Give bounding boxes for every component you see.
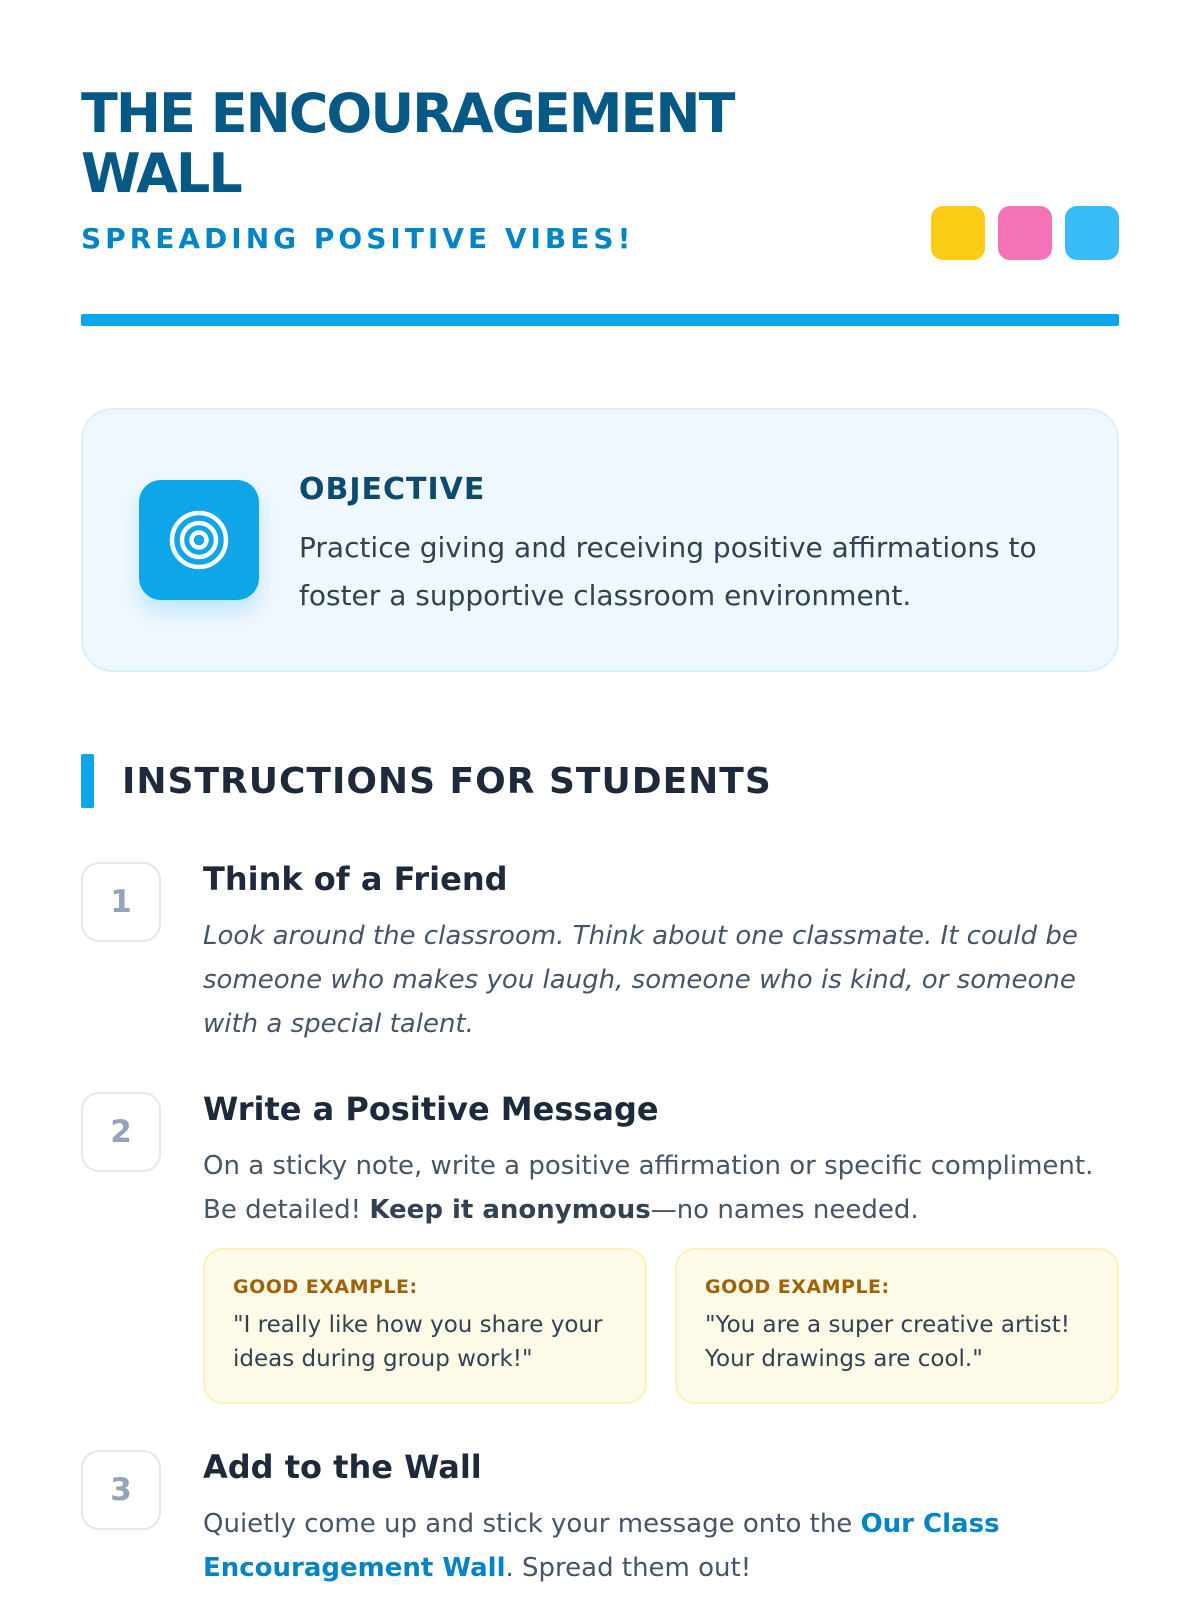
header-divider [81,314,1119,326]
step-number: 3 [81,1450,161,1530]
step-title: Think of a Friend [203,860,508,898]
step-number: 2 [81,1092,161,1172]
step-title: Add to the Wall [203,1448,482,1486]
page-title: THE ENCOURAGEMENT WALL [81,82,734,205]
yellow-swatch [931,206,985,260]
pink-swatch [998,206,1052,260]
heading-accent-bar [81,754,94,808]
instructions-heading [81,754,772,808]
objective-text: Practice giving and receiving positive affirmations to foster a supportive classroom environment. [299,531,1037,612]
header [81,0,1119,255]
step-text: Quietly come up and stick your message onto the Our Class Encouragement Wall. Spread them out! [203,1509,1000,1583]
objective-card [81,408,1119,672]
wall-link: Our Class Encouragement Wall [203,1509,1000,1583]
step-body [203,856,1119,1046]
objective-title: OBJECTIVE [299,472,486,507]
example-label: GOOD EXAMPLE: [233,1276,418,1298]
examples-row [203,1248,1119,1404]
step-body [203,1444,1119,1590]
step-body [203,1086,1119,1404]
example-text: "I really like how you share your ideas during group work!" [233,1312,603,1372]
page-subtitle: SPREADING POSITIVE VIBES! [81,222,635,255]
instructions-title: INSTRUCTIONS FOR STUDENTS [122,760,772,802]
color-swatches [931,206,1119,260]
step-text: On a sticky note, write a positive affirmation or specific compliment. Be detailed! Keep it anonymous—no names needed. [203,1151,1094,1225]
step-title: Write a Positive Message [203,1090,659,1128]
example-note [203,1248,647,1404]
step-text: Look around the classroom. Think about one classmate. It could be someone who makes you laugh, someone who is kind, or someone with a special talent. [203,921,1078,1039]
target-icon [139,480,259,600]
anonymous-emphasis: Keep it anonymous [369,1195,651,1225]
blue-swatch [1065,206,1119,260]
example-note [675,1248,1119,1404]
example-label: GOOD EXAMPLE: [705,1276,890,1298]
example-text: "You are a super creative artist! Your drawings are cool." [705,1312,1071,1372]
step-number: 1 [81,862,161,942]
